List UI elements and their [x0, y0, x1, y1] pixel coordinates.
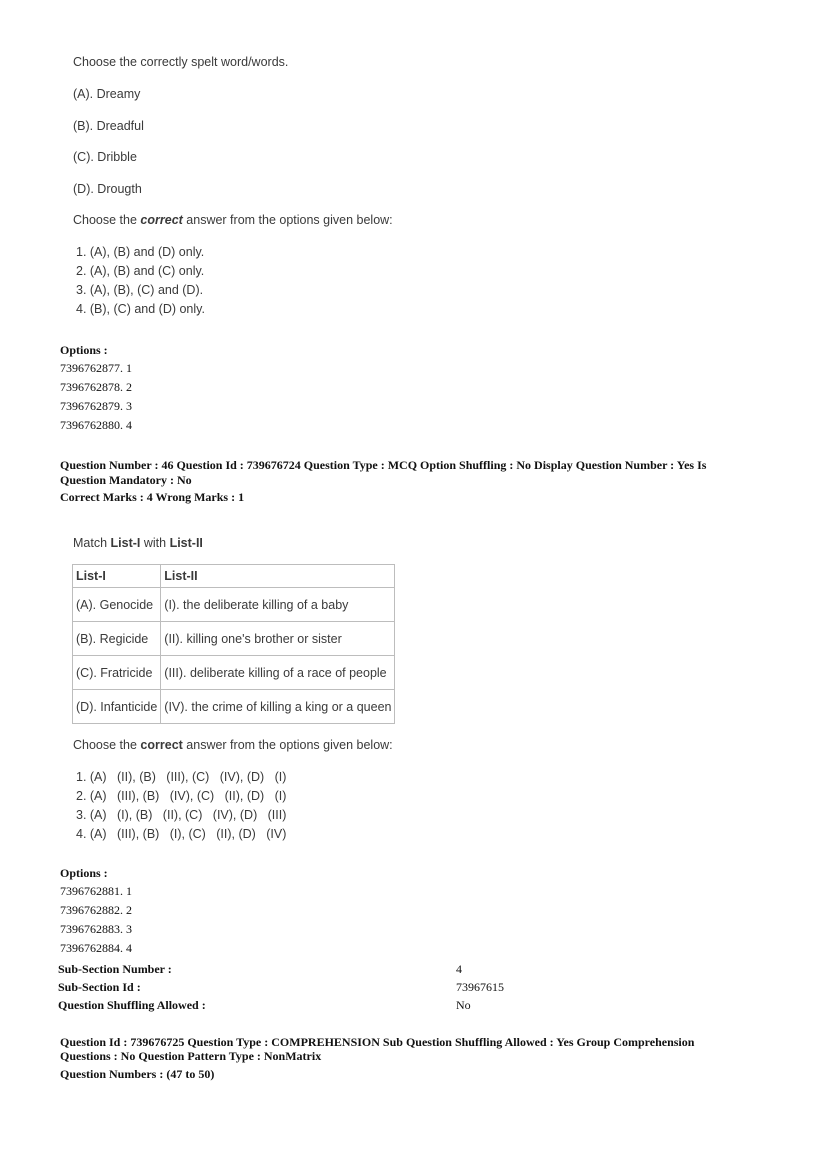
table-row: (D). Infanticide (IV). the crime of killing a king or a queen: [73, 690, 395, 724]
comprehension-line1: Question Id : 739676725 Question Type : COMPREHENSION Sub Question Shuffling Allowed : Yes Group Comprehension: [60, 1035, 695, 1049]
q46-options-label: Options :: [60, 866, 108, 880]
q46-option-4: 7396762884. 4: [60, 941, 132, 955]
q46-option-1: 7396762881. 1: [60, 884, 132, 898]
match-table-header: [73, 565, 395, 588]
list-2-header: List-II: [161, 565, 395, 588]
table-row: (A). Genocide (I). the deliberate killing of a baby: [73, 588, 395, 622]
subsection-number-label: Sub-Section Number :: [58, 962, 172, 976]
q45-stem: Choose the correctly spelt word/words.: [73, 55, 289, 69]
q46-option-3: 7396762883. 3: [60, 922, 132, 936]
subsection-id-value: 73967615: [456, 980, 504, 994]
q45-option-3: 7396762879. 3: [60, 399, 132, 413]
q46-header-line3: Correct Marks : 4 Wrong Marks : 1: [60, 490, 245, 504]
q46-answer-3: 3. (A) (I), (B) (II), (C) (IV), (D) (III): [76, 808, 287, 822]
q46-stem: Match List-I with List-II: [73, 536, 203, 550]
q46-answer-2: 2. (A) (III), (B) (IV), (C) (II), (D) (I): [76, 789, 287, 803]
table-row: (B). Regicide (II). killing one's brother or sister: [73, 622, 395, 656]
subsection-number-value: 4: [456, 962, 462, 976]
q45-answer-4: 4. (B), (C) and (D) only.: [76, 302, 205, 316]
q46-answer-4: 4. (A) (III), (B) (I), (C) (II), (D) (IV): [76, 827, 287, 841]
q45-answer-1: 1. (A), (B) and (D) only.: [76, 245, 205, 259]
question-shuffling-label: Question Shuffling Allowed :: [58, 998, 206, 1012]
list-1-header: List-I: [73, 565, 161, 588]
q46-header-line1: Question Number : 46 Question Id : 739676724 Question Type : MCQ Option Shuffling : No Display Question Number : Yes Is: [60, 458, 707, 472]
q46-instruction-bold: correct: [140, 738, 183, 752]
match-table: [72, 564, 395, 724]
q46-answer-1: 1. (A) (II), (B) (III), (C) (IV), (D) (I): [76, 770, 287, 784]
q45-word-d: (D). Drougth: [73, 182, 142, 196]
q46-instruction: Choose the correct answer from the options given below:: [73, 738, 393, 752]
q45-option-2: 7396762878. 2: [60, 380, 132, 394]
q45-option-1: 7396762877. 1: [60, 361, 132, 375]
q45-word-b: (B). Dreadful: [73, 119, 144, 133]
q45-word-a: (A). Dreamy: [73, 87, 141, 101]
table-row: (C). Fratricide (III). deliberate killing of a race of people: [73, 656, 395, 690]
comprehension-line2: Questions : No Question Pattern Type : NonMatrix: [60, 1049, 322, 1063]
q46-option-2: 7396762882. 2: [60, 903, 132, 917]
q45-instruction-bold: correct: [140, 213, 183, 227]
subsection-id-label: Sub-Section Id :: [58, 980, 141, 994]
q45-option-4: 7396762880. 4: [60, 418, 132, 432]
q45-word-c: (C). Dribble: [73, 150, 137, 164]
comprehension-line3: Question Numbers : (47 to 50): [60, 1067, 215, 1081]
q45-instruction: Choose the correct answer from the options given below:: [73, 213, 393, 227]
q45-answer-3: 3. (A), (B), (C) and (D).: [76, 283, 204, 297]
q46-header-line2: Question Mandatory : No: [60, 473, 192, 487]
q45-options-label: Options :: [60, 343, 108, 357]
q45-answer-2: 2. (A), (B) and (C) only.: [76, 264, 205, 278]
question-shuffling-value: No: [456, 998, 471, 1012]
